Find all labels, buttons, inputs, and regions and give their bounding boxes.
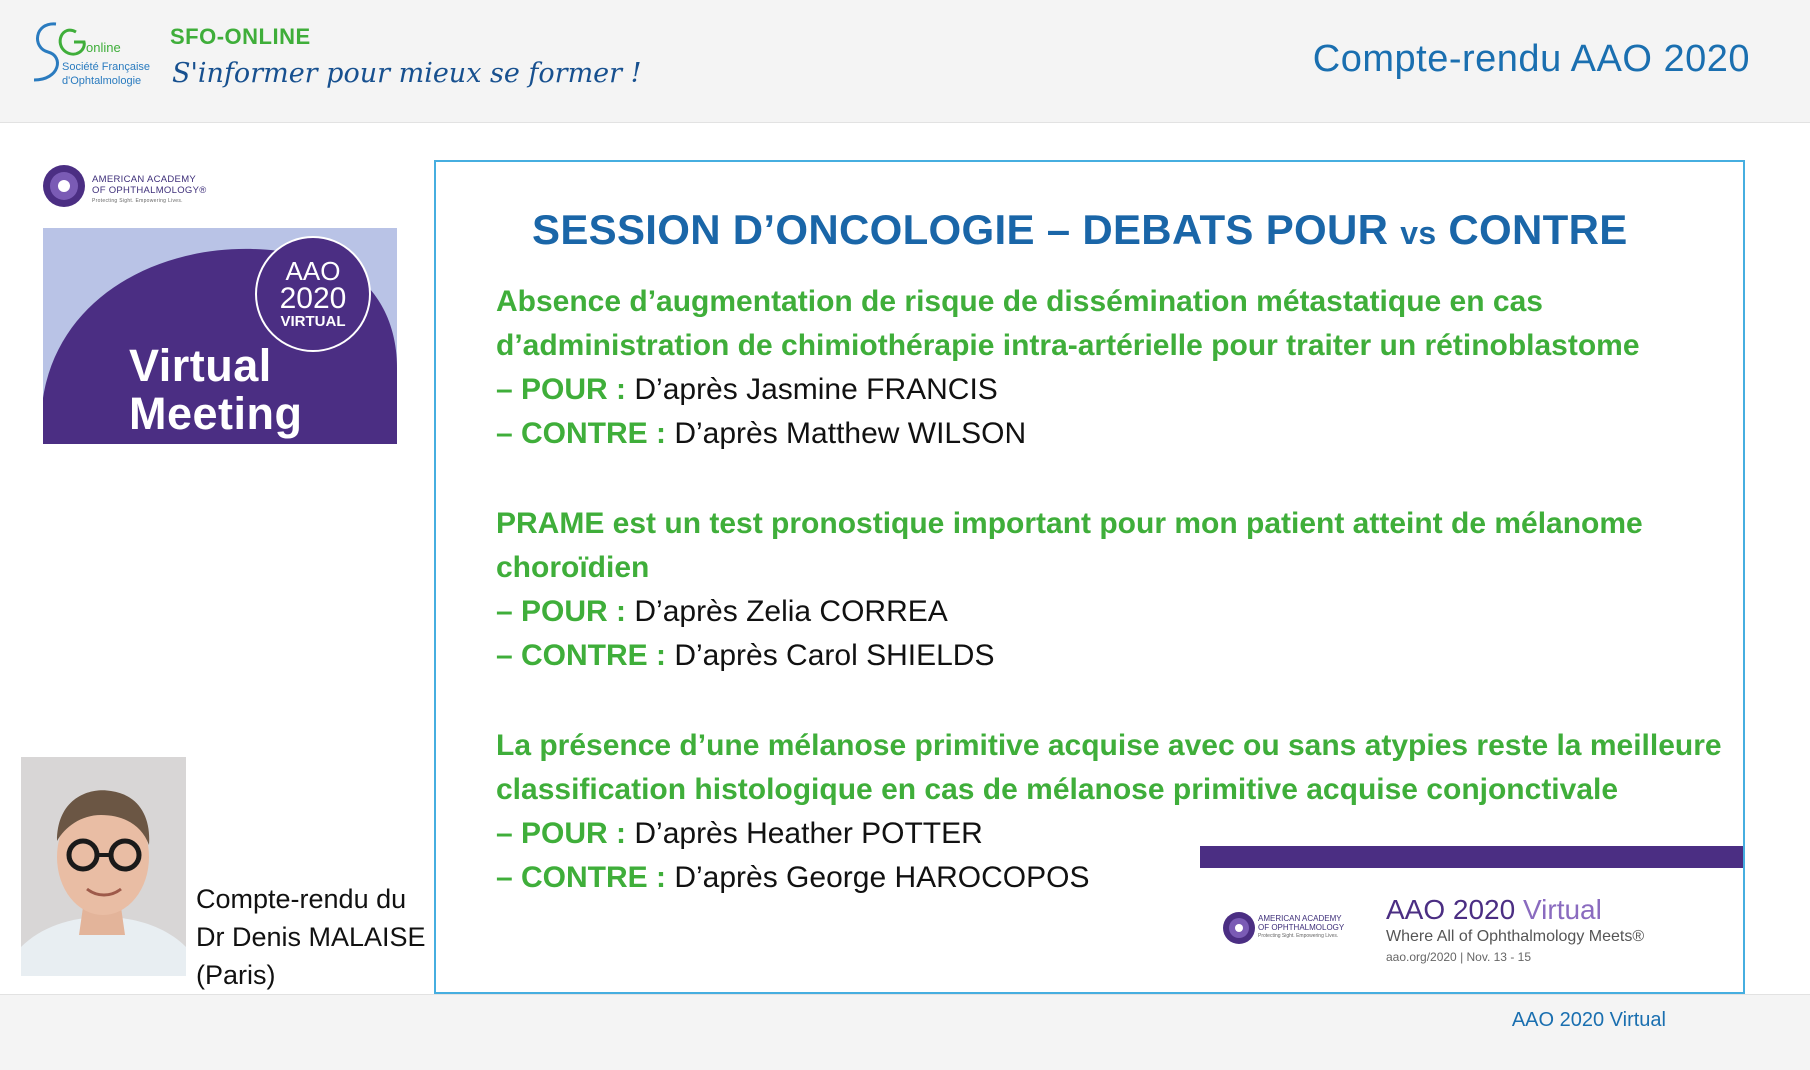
aao-2020-virtual-banner <box>1200 846 1743 992</box>
aao-org-logo <box>42 162 402 216</box>
pour-speaker: D’après Heather POTTER <box>626 817 983 850</box>
aao-org-line2: OF OPHTHALMOLOGY® <box>92 185 207 196</box>
page-title: Compte-rendu AAO 2020 <box>1312 38 1750 80</box>
vm-line2: Meeting <box>129 388 303 439</box>
brand-name: SFO-ONLINE <box>170 24 311 49</box>
banner-title-main: AAO 2020 <box>1386 894 1523 925</box>
banner-title-virtual: Virtual <box>1522 894 1602 925</box>
pour-speaker: D’après Jasmine FRANCIS <box>626 373 998 406</box>
debate-topic-line: d’administration de chimiothérapie intra-artérielle pour traiter un rétinoblastome <box>496 329 1640 362</box>
badge-virtual: VIRTUAL <box>280 313 346 330</box>
pour-tag: – POUR : <box>496 595 627 628</box>
banner-bar <box>1200 846 1743 868</box>
aao-org-motto: Protecting Sight. Empowering Lives. <box>92 198 183 204</box>
contre-speaker: D’après Carol SHIELDS <box>666 639 995 672</box>
debate-2 <box>496 502 1736 678</box>
debate-topic <box>496 280 1736 368</box>
sfo-logo <box>26 14 156 92</box>
badge-year: 2020 <box>279 282 347 315</box>
banner-org-line1: AMERICAN ACADEMY <box>1258 914 1342 923</box>
footer-bar <box>0 994 1810 1070</box>
footer-text: AAO 2020 Virtual <box>1511 1009 1666 1031</box>
sfo-logo-online: online <box>86 40 121 55</box>
author-line-3: (Paris) <box>196 960 276 990</box>
debate-topic <box>496 724 1736 812</box>
debate-topic-line: choroïdien <box>496 551 650 584</box>
badge-aao: AAO <box>285 256 341 286</box>
pour-speaker: D’après Zelia CORREA <box>626 595 948 628</box>
author-line-1: Compte-rendu du <box>196 884 407 914</box>
banner-org-motto: Protecting Sight. Empowering Lives. <box>1258 933 1339 939</box>
brand-tagline: S'informer pour mieux se former ! <box>172 58 642 89</box>
session-title-vs: vs <box>1400 215 1437 251</box>
contre-line <box>496 412 1736 456</box>
contre-speaker: D’après George HAROCOPOS <box>666 861 1090 894</box>
pour-tag: – POUR : <box>496 373 627 406</box>
author-photo <box>21 757 186 976</box>
aao-org-line1: AMERICAN ACADEMY <box>92 174 197 185</box>
contre-tag: – CONTRE : <box>496 417 667 450</box>
contre-speaker: D’après Matthew WILSON <box>666 417 1027 450</box>
contre-tag: – CONTRE : <box>496 861 667 894</box>
session-title <box>532 206 1628 254</box>
sfo-logo-sub1: Société Française <box>62 61 151 73</box>
author-line-2: Dr Denis MALAISE <box>196 922 426 952</box>
author-credit <box>196 880 426 994</box>
debate-topic <box>496 502 1736 590</box>
session-title-part2: CONTRE <box>1436 206 1628 253</box>
header-bar <box>0 0 1810 123</box>
aao-eye-icon <box>1222 908 1256 948</box>
banner-org-line2: OF OPHTHALMOLOGY <box>1258 923 1345 932</box>
debate-topic-line: Absence d’augmentation de risque de dissémination métastatique en cas <box>496 285 1543 318</box>
vm-line1: Virtual <box>129 340 272 391</box>
pour-line <box>496 368 1736 412</box>
sfo-logo-sub2: d'Ophtalmologie <box>62 75 142 87</box>
debate-topic-line: classification histologique en cas de mélanose primitive acquise conjonctivale <box>496 773 1619 806</box>
pour-tag: – POUR : <box>496 817 627 850</box>
banner-subtitle: Where All of Ophthalmology Meets® <box>1386 928 1645 945</box>
banner-dates: aao.org/2020 | Nov. 13 - 15 <box>1386 950 1531 964</box>
banner-title <box>1386 894 1602 926</box>
debate-topic-line: PRAME est un test pronostique important pour mon patient atteint de mélanome <box>496 507 1643 540</box>
debate-topic-line: La présence d’une mélanose primitive acquise avec ou sans atypies reste la meilleure <box>496 729 1722 762</box>
pour-line <box>496 590 1736 634</box>
session-title-part1: SESSION D’ONCOLOGIE – DEBATS POUR <box>532 206 1401 253</box>
contre-tag: – CONTRE : <box>496 639 667 672</box>
contre-line <box>496 634 1736 678</box>
debate-1 <box>496 280 1736 456</box>
virtual-meeting-graphic <box>43 228 397 444</box>
session-content-box <box>434 160 1745 994</box>
aao-eye-icon <box>42 162 86 210</box>
